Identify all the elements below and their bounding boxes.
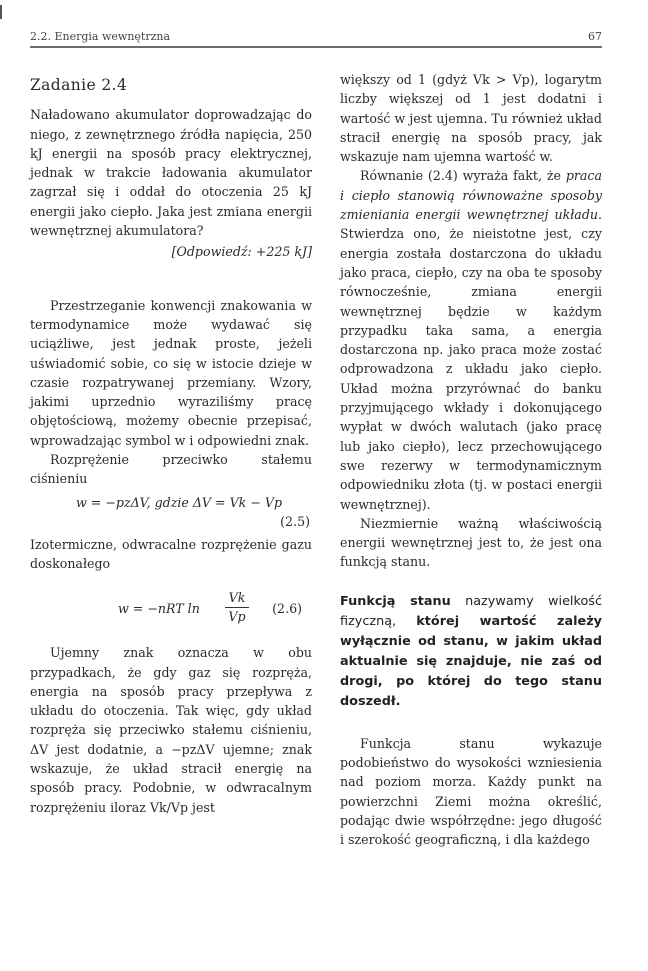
equation-2-5-text: w = −pzΔV, gdzie ΔV = Vk − Vp [76, 494, 283, 510]
answer-value: +225 kJ [255, 244, 308, 260]
right-column [340, 70, 602, 850]
definition-state-function [340, 592, 602, 712]
page-header [30, 30, 602, 44]
para2-italic: praca i ciepło stanowią równoważne sposoby zmieniania energii wewnętrznej układu. [340, 168, 602, 223]
equation-2-6 [30, 579, 312, 637]
para2-rest: Stwierdza ono, że nieistotne jest, czy energia została dostarczona do układu jako praca, ciepło, czy na oba te sposoby równocześnie, zmiana energii wewnętrznej będzie w każdym przypadku taka sama, a energia dostarczona np. jako praca może zostać odprowadzona z układu jako ciepło. Układ można przyrównać do banku przyjmującego wkłady i dokonującego wypłat w dwóch walutach (jako pracę lub jako ciepło), lecz przechowującego swe rezerwy w termodynamicznym odpowiedniku złota (tj. w postaci energii wewnętrznej). [340, 226, 602, 512]
equation-2-5 [30, 493, 312, 531]
answer-line: [Odpowiedź: +225 kJ] [171, 244, 312, 260]
equation-2-6-fraction [225, 589, 249, 626]
header-rule [30, 46, 602, 48]
equation-2-5-number: (2.5) [280, 513, 310, 529]
def-term: Funkcją stanu [340, 593, 451, 609]
def-mid: nazywamy wielkość fizyczną, [340, 593, 602, 629]
paragraph-sign-convention: Przestrzeganie konwencji znakowania w termodynamice może wydawać się uciążliwe, jest jednak proste, jeżeli uświadomić sobie, co się w istocie dzieje w czasie rozpatrywanej przemiany. Wzory, jakimi uprzednio wyraziliśmy pracę objętościową, możemy obecnie przepisać, wprowadzając symbol w i odpowiedni znak. [30, 297, 312, 448]
problem-text: Naładowano akumulator doprowadzając do niego, z zewnętrznego źródła napięcia, 250 kJ energii na sposób pracy elektrycznej, jednak w trakcie ładowania akumulator zagrzał się i oddał do otoczenia 25 kJ energii jako ciepło. Jaka jest zmiana energii wewnętrznej akumulatora? [30, 107, 312, 239]
def-rest: której wartość zależy wyłącznie od stanu, w jakim układ aktualnie się znajduje, nie zaś od drogi, po której do tego stanu doszedł. [340, 613, 602, 709]
para2-start: Równanie (2.4) wyraża fakt, że [360, 168, 561, 184]
paragraph-expansion-constant-pressure: Rozprężenie przeciwko stałemu ciśnieniu [30, 452, 312, 487]
paragraph-altitude-analogy: Funkcja stanu wykazuje podobieństwo do wysokości wzniesienia nad poziom morza. Każdy punkt na powierzchni Ziemi można określić, podając dwie współrzędne: jego długość i szerokość geograficzną, i dla każdego [340, 735, 602, 848]
zadanie-title: Zadanie 2.4 [30, 76, 128, 94]
equation-2-6-lhs: w = −nRT ln [118, 601, 200, 617]
fraction-numerator: Vk [225, 589, 249, 608]
corner-mark [0, 5, 6, 19]
equation-2-6-number: (2.6) [272, 601, 302, 617]
paragraph-state-function-intro: Niezmiernie ważną właściwością energii wewnętrznej jest to, że jest ona funkcją stanu. [340, 515, 602, 570]
paragraph-continued: większy od 1 (gdyż Vk > Vp), logarytm liczby większej od 1 jest dodatni i wartość w jest ujemna. Tu również układ stracił energię na sposób pracy, jak wskazuje nam ujemna wartość w. [340, 72, 602, 165]
page-number: 67 [588, 30, 602, 43]
fraction-denominator: Vp [228, 609, 246, 625]
left-column [30, 70, 312, 817]
running-title: 2.2. Energia wewnętrzna [30, 30, 171, 43]
paragraph-isothermal: Izotermiczne, odwracalne rozprężenie gazu doskonałego [30, 536, 312, 571]
paragraph-equation-2-4 [340, 166, 602, 513]
paragraph-negative-sign: Ujemny znak oznacza w obu przypadkach, że gdy gaz się rozpręża, energia na sposób pracy przepływa z układu do otoczenia. Tak więc, gdy układ rozpręża się przeciwko stałemu ciśnieniu, ΔV jest dodatnie, a −pzΔV ujemne; znak wskazuje, że układ stracił energię na sposób pracy. Podobnie, w odwracalnym rozprężeniu iloraz Vk/Vp jest [30, 645, 312, 815]
answer-label: Odpowiedź: [176, 244, 252, 260]
section-gap [30, 262, 312, 296]
